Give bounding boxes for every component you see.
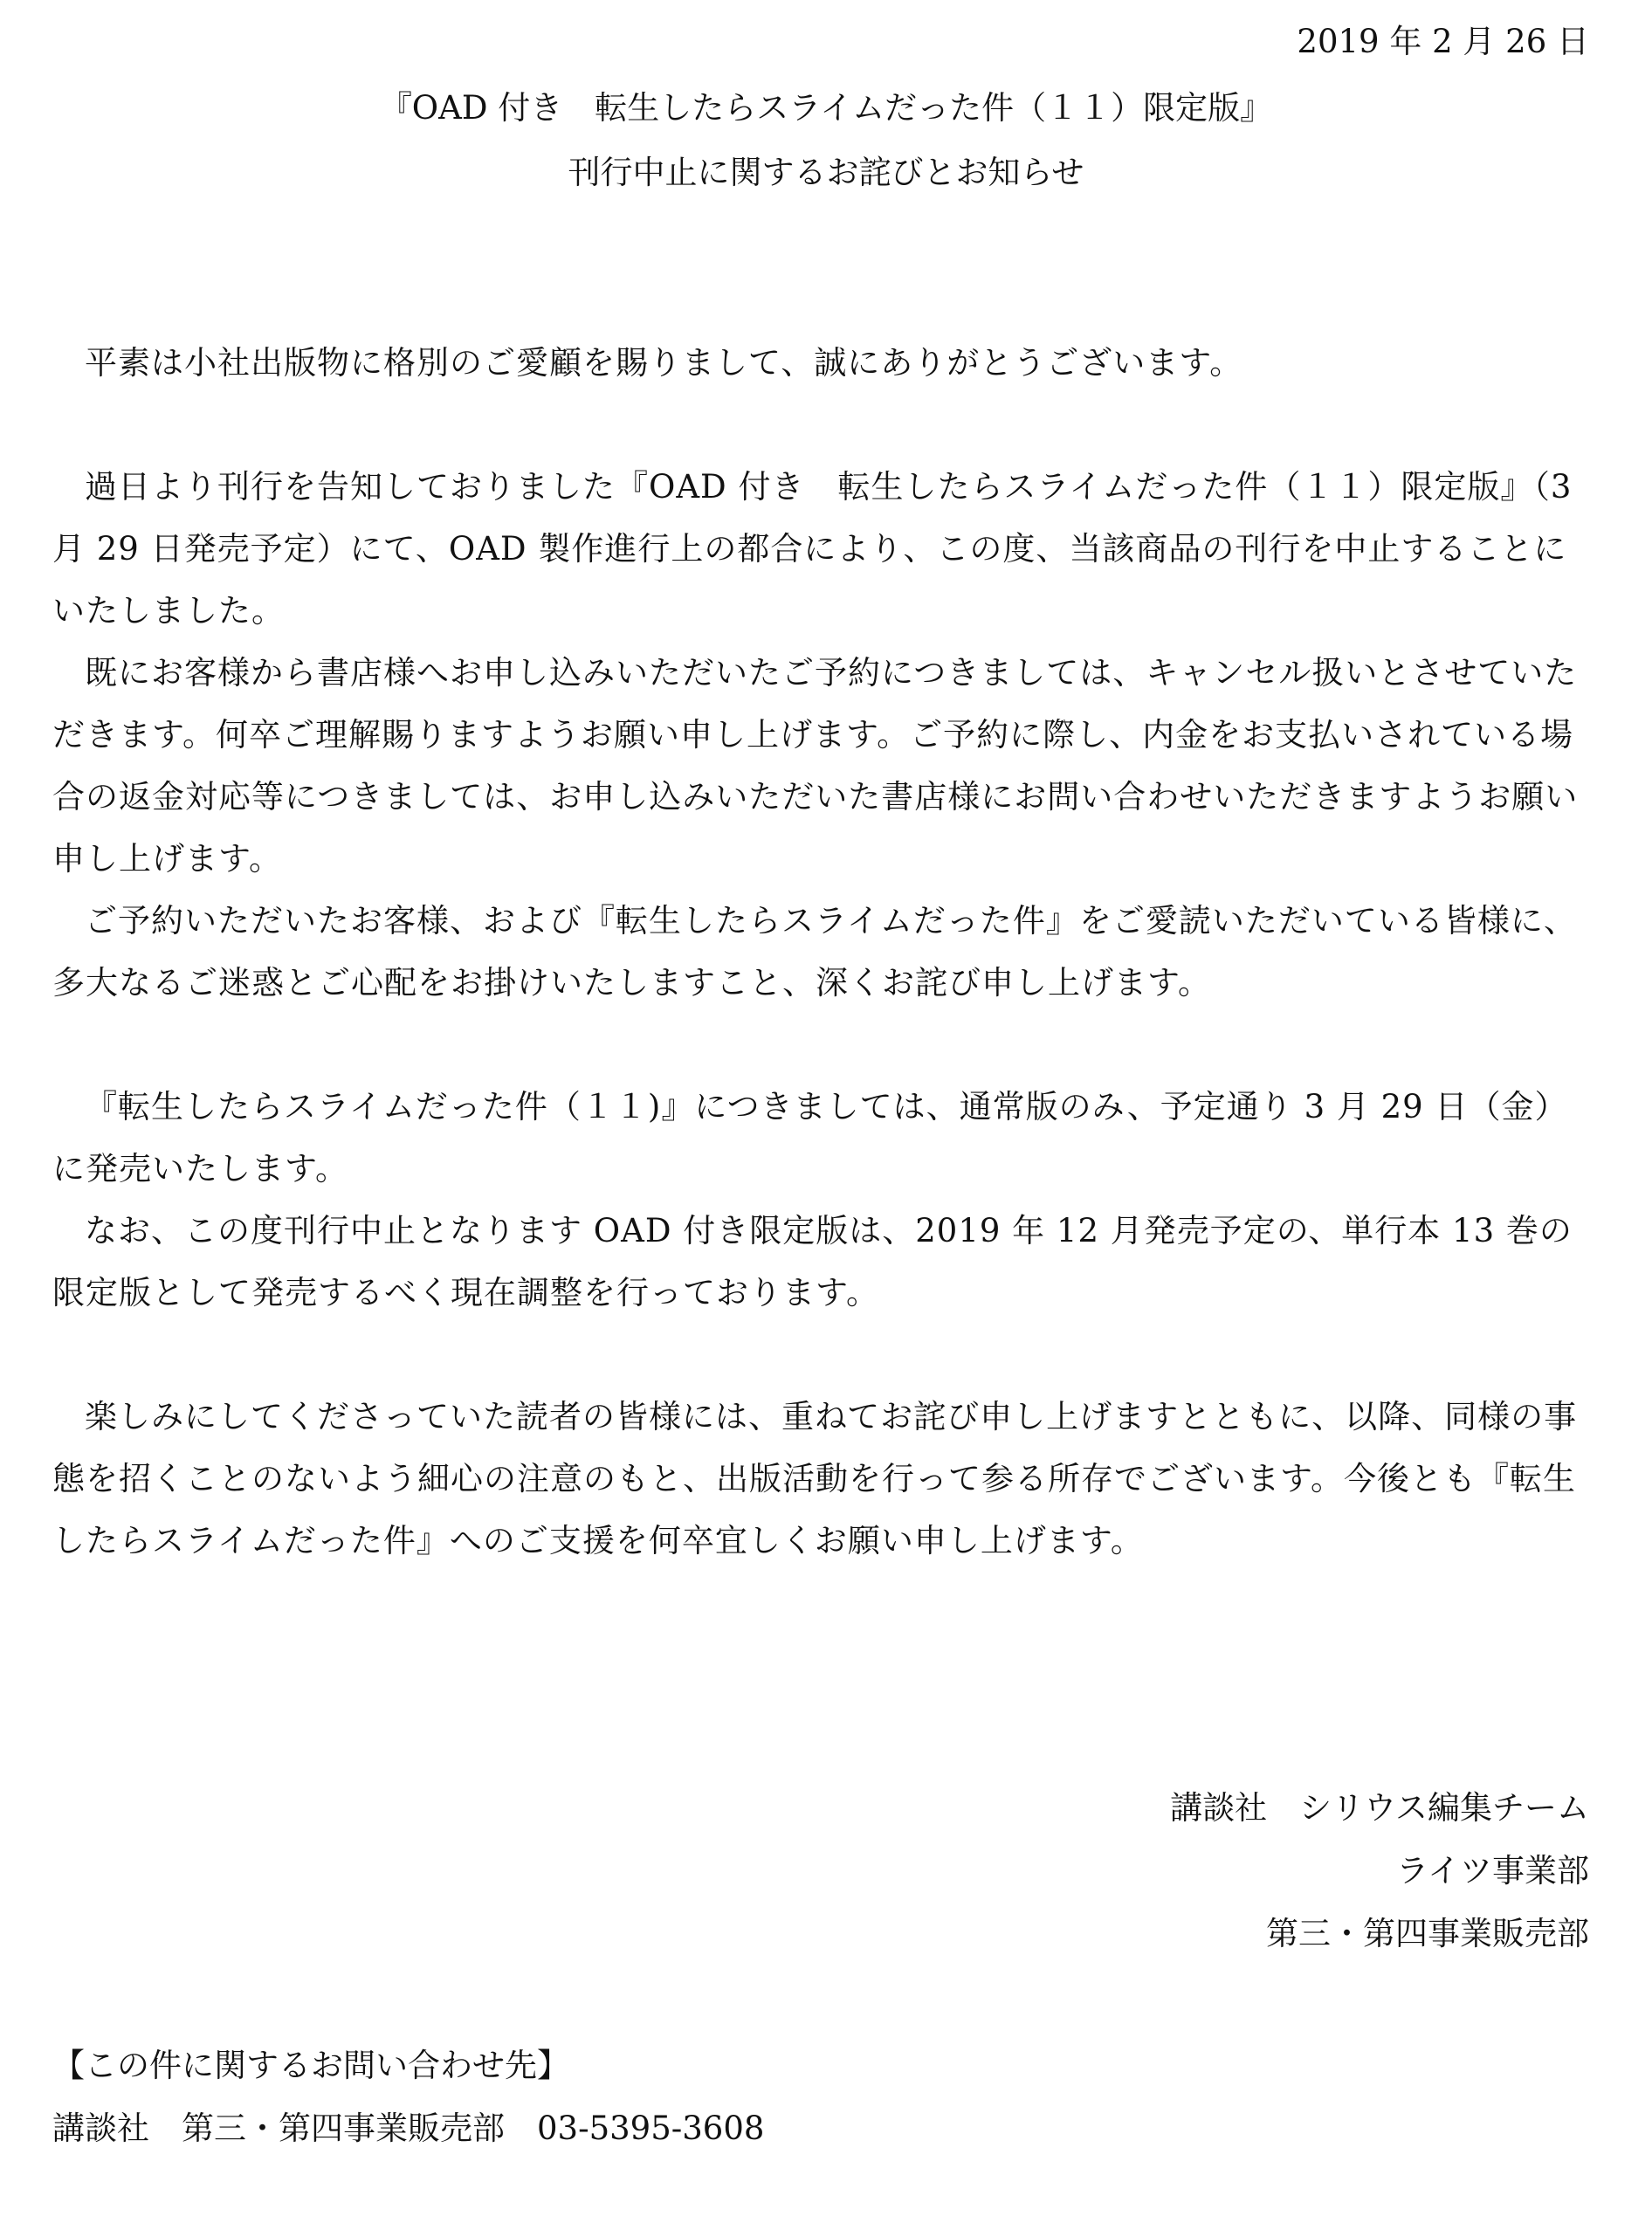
- signature-sales-division: 第三・第四事業販売部: [1266, 1915, 1589, 1952]
- contact-line: 講談社 第三・第四事業販売部 03-5395-3608: [52, 2110, 765, 2147]
- paragraph-gap: [52, 394, 1598, 456]
- document-body: [52, 332, 1598, 1572]
- regular-edition-paragraph: 『転生したらスライムだった件（１１)』につきましては、通常版のみ、予定通り 3 月 29 日（金）に発売いたします。: [52, 1088, 1568, 1187]
- document-subtitle: 刊行中止に関するお詫びとお知らせ: [568, 154, 1084, 191]
- paragraph-gap: [52, 1014, 1598, 1076]
- document-title: 『OAD 付き 転生したらスライムだった件（１１）限定版』: [379, 89, 1273, 127]
- paragraph-gap: [52, 1324, 1598, 1386]
- signature-editorial-team: 講談社 シリウス編集チーム: [1170, 1789, 1589, 1827]
- apology-paragraph: ご予約いただいたお客様、および『転生したらスライムだった件』をご愛読いただいている皆様に、多大なるご迷惑とご心配をお掛けいたしますこと、深くお詫び申し上げます。: [52, 902, 1577, 1001]
- closing-paragraph: 楽しみにしてくださっていた読者の皆様には、重ねてお詫び申し上げますとともに、以降、同様の事態を招くことのないよう細心の注意のもと、出版活動を行って参る所存でございます。今後とも『転生したらスライムだった件』へのご支援を何卒宜しくお願い申し上げます。: [52, 1398, 1578, 1559]
- signature-rights-division: ライツ事業部: [1396, 1852, 1589, 1889]
- contact-heading: 【この件に関するお問い合わせ先】: [52, 2047, 569, 2084]
- signature-block: [1170, 1777, 1589, 1965]
- reservation-paragraph: 既にお客様から書店様へお申し込みいただいたご予約につきましては、キャンセル扱いとさせていただきます。何卒ご理解賜りますようお願い申し上げます。ご予約に際し、内金をお支払いされている場合の返金対応等につきましては、お申し込みいただいた書店様にお問い合わせいただきますようお願い申し上げます。: [52, 654, 1579, 878]
- greeting-paragraph: 平素は小社出版物に格別のご愛顧を賜りまして、誠にありがとうございます。: [85, 344, 1243, 382]
- cancellation-paragraph: 過日より刊行を告知しておりました『OAD 付き 転生したらスライムだった件（１１）限定版』（3 月 29 日発売予定）にて、OAD 製作進行上の都合により、この度、当該商品の刊行を中止することにいたしました。: [52, 468, 1573, 630]
- future-edition-paragraph: なお、この度刊行中止となります OAD 付き限定版は、2019 年 12 月発売予定の、単行本 13 巻の限定版として発売するべく現在調整を行っております。: [52, 1212, 1573, 1311]
- document-date: 2019 年 2 月 26 日: [1297, 23, 1589, 60]
- contact-block: [52, 2034, 764, 2160]
